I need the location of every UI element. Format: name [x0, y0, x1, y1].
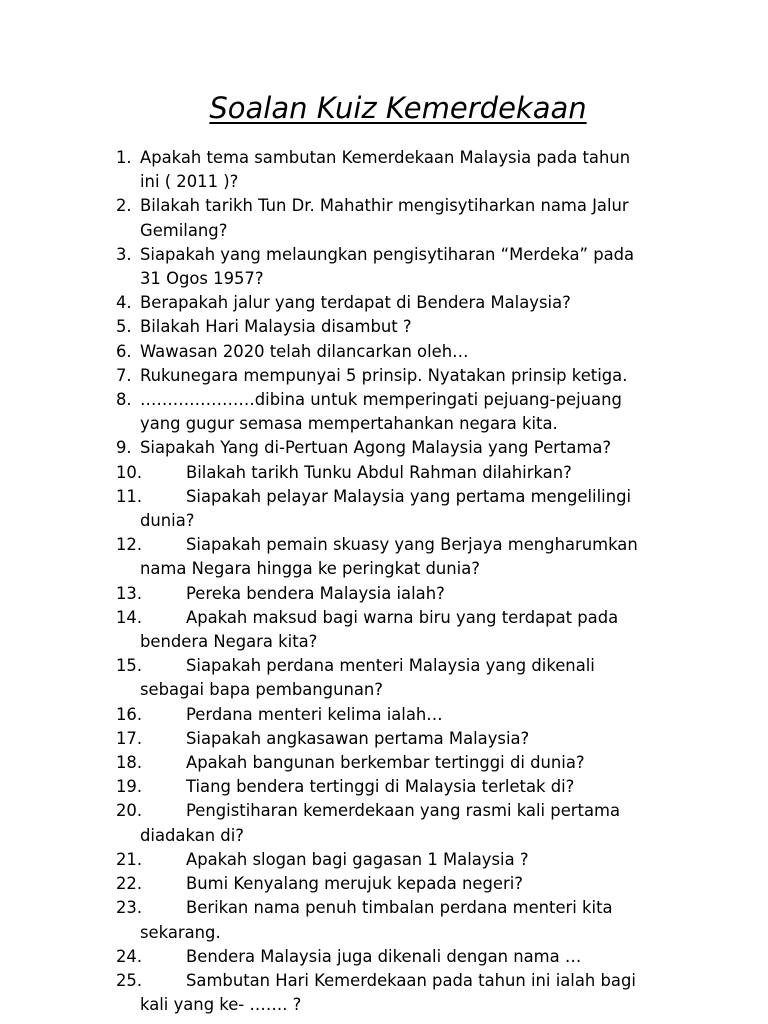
- question-item: [116, 606, 696, 654]
- question-item: [116, 799, 696, 847]
- question-item: [116, 461, 696, 485]
- question-number: 2.: [116, 196, 132, 216]
- question-text-line: Siapakah yang melaungkan pengisytiharan “Merdeka” pada: [140, 244, 635, 264]
- question-item: [116, 872, 696, 896]
- question-text-line: Apakah bangunan berkembar tertinggi di dunia?: [186, 753, 585, 773]
- question-item: [116, 848, 696, 872]
- question-item: [116, 969, 696, 1017]
- question-number: 6.: [116, 341, 132, 361]
- question-number: 22.: [116, 874, 143, 894]
- question-text-line: Rukunegara mempunyai 5 prinsip. Nyatakan prinsip ketiga.: [140, 365, 628, 385]
- question-text-line: Berapakah jalur yang terdapat di Bendera Malaysia?: [140, 293, 571, 313]
- question-text-line: Siapakah pelayar Malaysia yang pertama mengelilingi: [186, 486, 632, 506]
- question-item: [116, 703, 696, 727]
- question-number: 9.: [116, 438, 132, 458]
- question-number: 7.: [116, 365, 132, 385]
- question-item: [116, 945, 696, 969]
- question-number: 12.: [116, 535, 143, 555]
- question-number: 3.: [116, 244, 132, 264]
- question-text-line: bendera Negara kita?: [140, 632, 318, 652]
- question-item: [116, 775, 696, 799]
- question-text-line: sekarang.: [140, 922, 221, 942]
- question-text-line: Siapakah angkasawan pertama Malaysia?: [186, 728, 530, 748]
- question-number: 24.: [116, 946, 143, 966]
- question-text-line: Berikan nama penuh timbalan perdana menteri kita: [186, 898, 613, 918]
- question-item: [116, 340, 696, 364]
- question-text-line: Sambutan Hari Kemerdekaan pada tahun ini ialah bagi: [186, 970, 636, 990]
- question-text-line: Bilakah tarikh Tunku Abdul Rahman dilahirkan?: [186, 462, 572, 482]
- question-text-line: Pereka bendera Malaysia ialah?: [186, 583, 445, 603]
- question-number: 16.: [116, 704, 143, 724]
- question-number: 15.: [116, 656, 143, 676]
- question-text-line: kali yang ke- ……. ?: [140, 995, 302, 1015]
- question-item: [116, 364, 696, 388]
- question-number: 11.: [116, 486, 143, 506]
- question-text-line: dunia?: [140, 511, 195, 531]
- question-text-line: ini ( 2011 )?: [140, 172, 239, 192]
- question-number: 19.: [116, 777, 143, 797]
- question-item: [116, 436, 696, 460]
- question-text-line: Perdana menteri kelima ialah…: [186, 704, 443, 724]
- question-number: 25.: [116, 970, 143, 990]
- question-text-line: Siapakah Yang di-Pertuan Agong Malaysia yang Pertama?: [140, 438, 612, 458]
- question-text-line: …………………dibina untuk memperingati pejuang-pejuang: [140, 390, 622, 410]
- question-item: [116, 896, 696, 944]
- question-text-line: nama Negara hingga ke peringkat dunia?: [140, 559, 480, 579]
- question-item: [116, 291, 696, 315]
- question-text-line: Bilakah tarikh Tun Dr. Mahathir mengisytiharkan nama Jalur: [140, 196, 629, 216]
- question-text-line: Gemilang?: [140, 220, 228, 240]
- question-text-line: Apakah slogan bagi gagasan 1 Malaysia ?: [186, 849, 529, 869]
- question-text-line: Siapakah pemain skuasy yang Berjaya mengharumkan: [186, 535, 638, 555]
- question-item: [116, 194, 696, 242]
- question-number: 4.: [116, 293, 132, 313]
- question-list: [116, 146, 696, 1017]
- question-number: 8.: [116, 390, 132, 410]
- question-text-line: Bilakah Hari Malaysia disambut ?: [140, 317, 412, 337]
- document-title: Soalan Kuiz Kemerdekaan: [209, 91, 587, 125]
- question-text-line: Apakah tema sambutan Kemerdekaan Malaysia pada tahun: [140, 148, 631, 167]
- question-item: [116, 146, 696, 194]
- question-item: [116, 751, 696, 775]
- question-number: 18.: [116, 753, 143, 773]
- question-number: 20.: [116, 801, 143, 821]
- question-text-line: Wawasan 2020 telah dilancarkan oleh…: [140, 341, 469, 361]
- question-number: 1.: [116, 148, 132, 167]
- question-item: [116, 727, 696, 751]
- question-text-line: Pengistiharan kemerdekaan yang rasmi kali pertama: [186, 801, 621, 821]
- question-item: [116, 243, 696, 291]
- question-text-line: 31 Ogos 1957?: [140, 269, 264, 289]
- question-number: 14.: [116, 607, 143, 627]
- question-item: [116, 485, 696, 533]
- question-item: [116, 533, 696, 581]
- question-item: [116, 388, 696, 436]
- question-text-line: yang gugur semasa mempertahankan negara kita.: [140, 414, 558, 434]
- question-text-line: sebagai bapa pembangunan?: [140, 680, 383, 700]
- question-item: [116, 582, 696, 606]
- question-text-line: Apakah maksud bagi warna biru yang terdapat pada: [186, 607, 619, 627]
- question-number: 13.: [116, 583, 143, 603]
- question-number: 5.: [116, 317, 132, 337]
- question-text-line: Bumi Kenyalang merujuk kepada negeri?: [186, 874, 523, 894]
- question-item: [116, 654, 696, 702]
- question-text-line: Bendera Malaysia juga dikenali dengan nama …: [186, 946, 582, 966]
- question-text-line: Siapakah perdana menteri Malaysia yang dikenali: [186, 656, 595, 676]
- question-text-line: diadakan di?: [140, 825, 244, 845]
- question-number: 17.: [116, 728, 143, 748]
- question-text-line: Tiang bendera tertinggi di Malaysia terletak di?: [186, 777, 575, 797]
- question-number: 10.: [116, 462, 143, 482]
- question-number: 21.: [116, 849, 143, 869]
- question-number: 23.: [116, 898, 143, 918]
- question-item: [116, 315, 696, 339]
